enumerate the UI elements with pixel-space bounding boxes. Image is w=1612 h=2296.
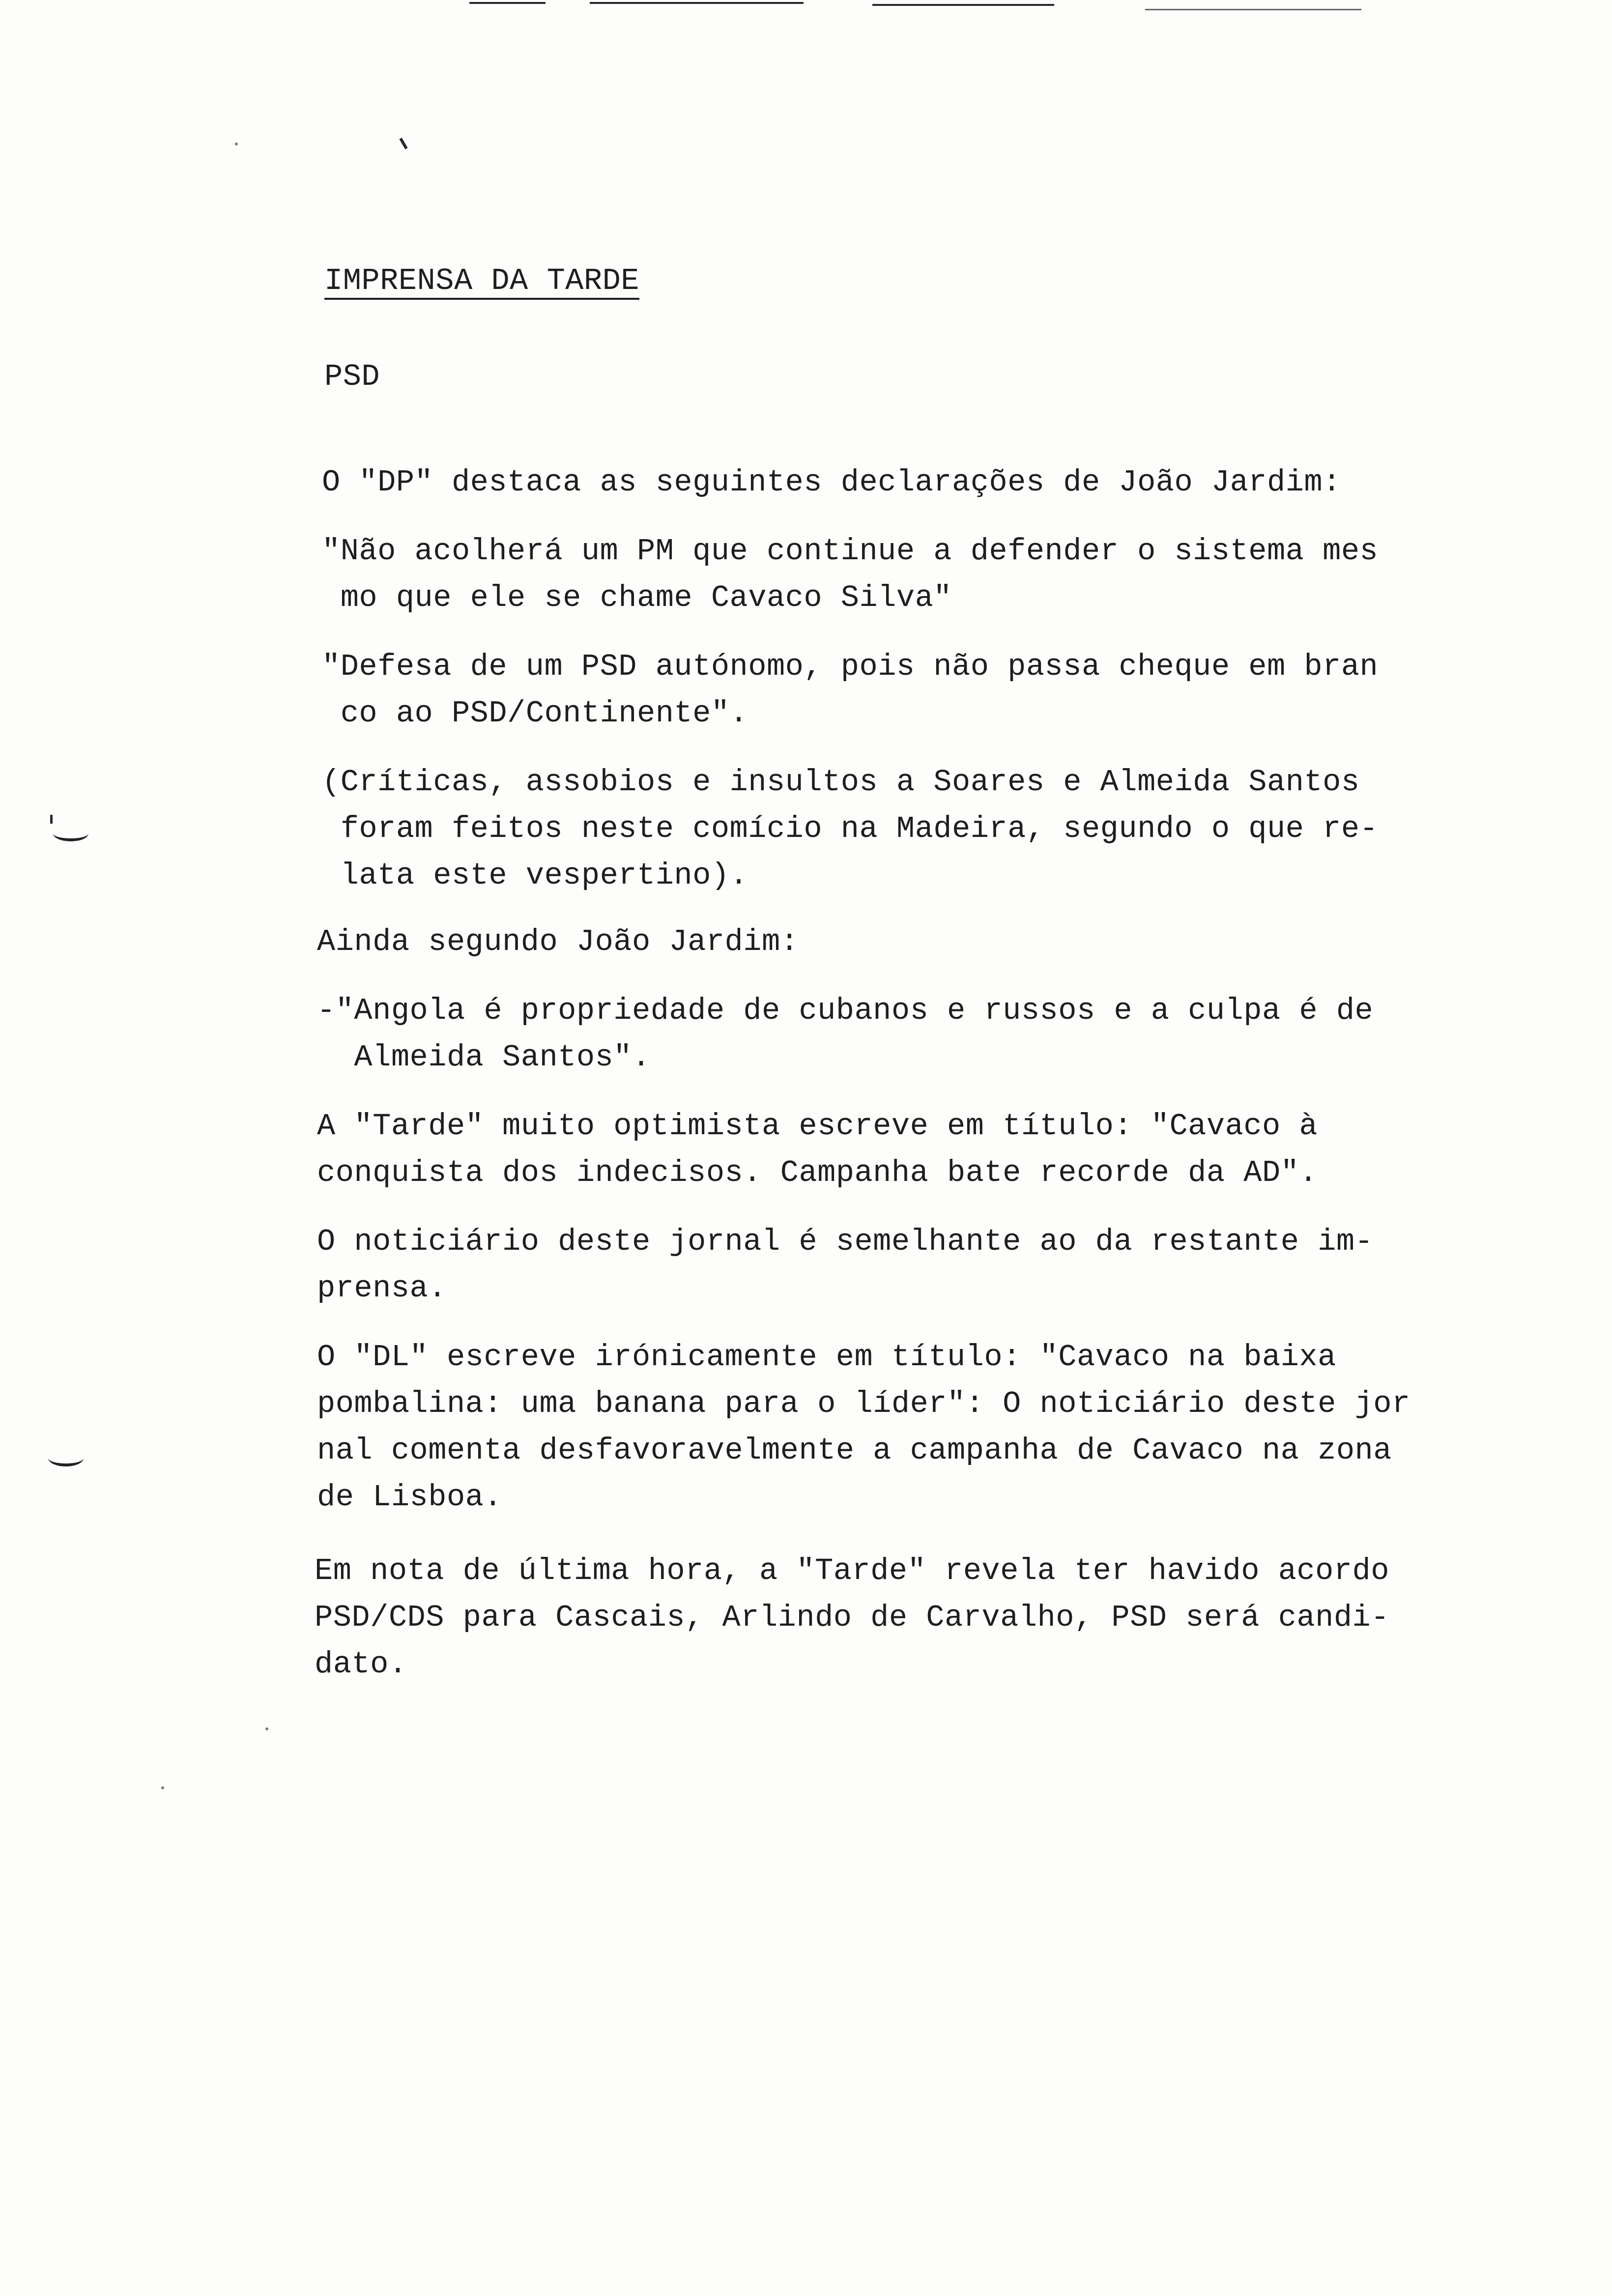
paragraph-line: foram feitos neste comício na Madeira, segundo o que re-	[322, 811, 1379, 846]
scan-speck	[265, 1727, 268, 1730]
paragraph-line: A "Tarde" muito optimista escreve em título: "Cavaco à	[317, 1109, 1318, 1144]
paragraph-line: O "DP" destaca as seguintes declarações de João Jardim:	[322, 465, 1341, 500]
scan-line	[469, 2, 546, 4]
paragraph-line: O noticiário deste jornal é semelhante ao da restante im-	[317, 1224, 1374, 1259]
margin-mark	[53, 826, 88, 841]
section-heading: PSD	[324, 359, 380, 394]
scan-line	[590, 2, 804, 4]
paragraph-line: Ainda segundo João Jardim:	[317, 924, 799, 959]
paragraph-line: dato.	[315, 1647, 407, 1682]
margin-mark	[48, 1450, 84, 1466]
document-title: IMPRENSA DA TARDE	[324, 263, 640, 298]
paragraph-line: conquista dos indecisos. Campanha bate recorde da AD".	[317, 1155, 1318, 1190]
paragraph-line: pombalina: uma banana para o líder": O noticiário deste jor	[317, 1386, 1410, 1421]
paragraph-line: (Críticas, assobios e insultos a Soares e Almeida Santos	[322, 765, 1360, 800]
paragraph-line: prensa.	[317, 1271, 447, 1306]
paragraph-line: "Defesa de um PSD autónomo, pois não passa cheque em bran	[322, 649, 1379, 684]
paragraph-line: "Não acolherá um PM que continue a defender o sistema mes	[322, 534, 1379, 569]
paragraph-line: -"Angola é propriedade de cubanos e russos e a culpa é de	[317, 993, 1374, 1028]
paragraph-line: Almeida Santos".	[317, 1040, 651, 1075]
paragraph-line: lata este vespertino).	[322, 858, 748, 893]
paragraph-line: mo que ele se chame Cavaco Silva"	[322, 580, 952, 615]
scan-tick	[50, 815, 53, 824]
scan-tick	[399, 138, 407, 149]
paragraph-line: co ao PSD/Continente".	[322, 696, 748, 731]
paragraph-line: O "DL" escreve irónicamente em título: "Cavaco na baixa	[317, 1340, 1336, 1375]
scan-speck	[235, 143, 238, 145]
paragraph-line: de Lisboa.	[317, 1480, 503, 1515]
scan-speck	[161, 1786, 164, 1789]
scan-line	[872, 4, 1054, 6]
scan-line	[1145, 9, 1361, 10]
paragraph-line: Em nota de última hora, a "Tarde" revela ter havido acordo	[315, 1553, 1389, 1588]
paragraph-line: nal comenta desfavoravelmente a campanha de Cavaco na zona	[317, 1433, 1392, 1468]
paragraph-line: PSD/CDS para Cascais, Arlindo de Carvalho, PSD será candi-	[315, 1600, 1389, 1635]
